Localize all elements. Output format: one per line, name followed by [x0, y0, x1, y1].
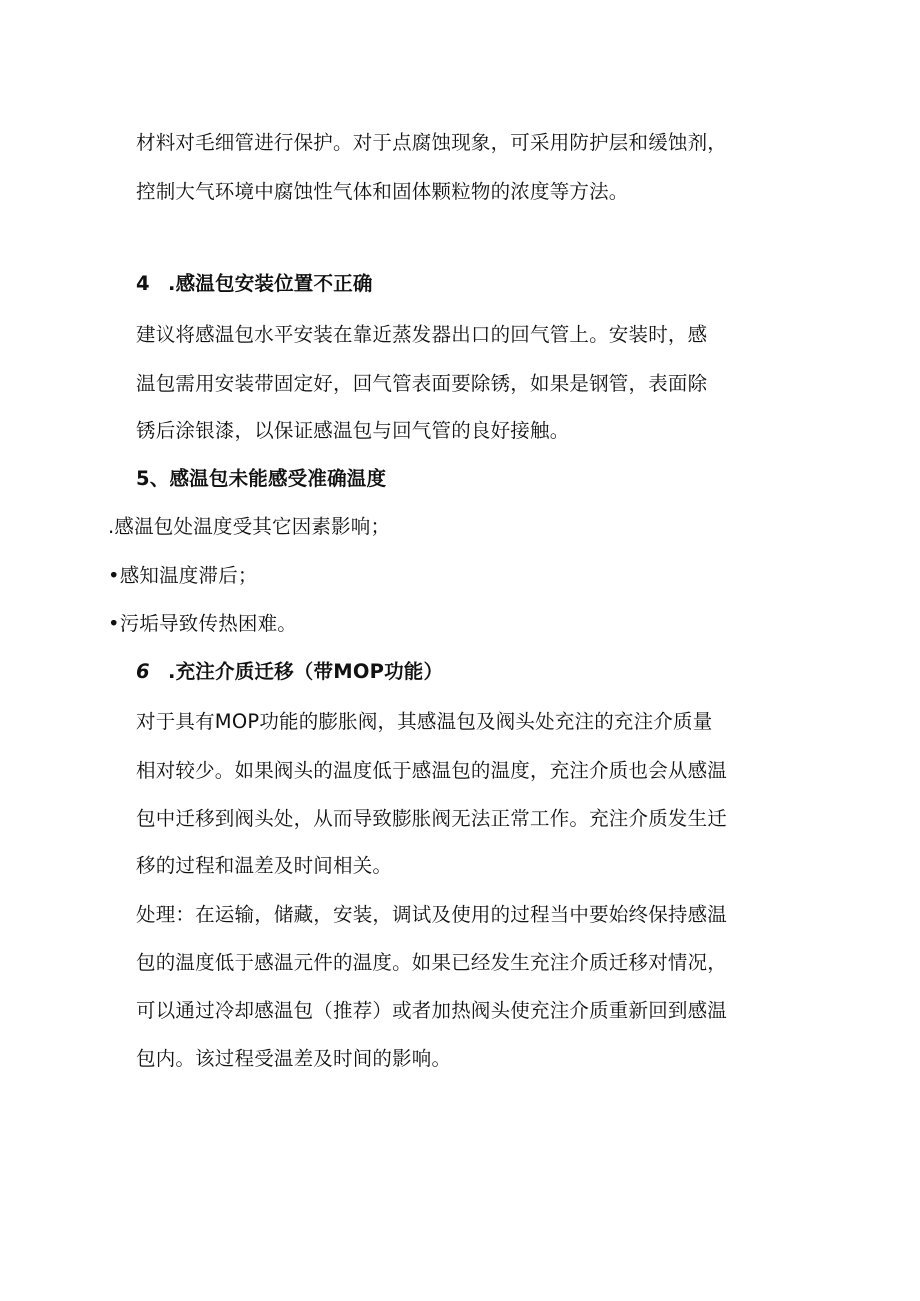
section-6-para2-line-1: 处理：在运输，储藏，安装，调试及使用的过程当中要始终保持感温	[136, 903, 728, 926]
section-6-para1-line-4: 移的过程和温差及时间相关。	[136, 854, 393, 877]
section-6-heading	[136, 659, 443, 685]
section-6-number: 6	[136, 660, 150, 683]
section-4-number: 4	[136, 272, 150, 295]
section-4-line-2: 温包需用安装带固定好，回气管表面要除锈，如果是钢管，表面除	[136, 372, 708, 395]
section-4-heading	[136, 271, 373, 297]
section-5-item-1: .感温包处温度受其它因素影响；	[108, 515, 391, 538]
section-6-para2-line-4: 包内。该过程受温差及时间的影响。	[136, 1047, 452, 1070]
section-6-para2-line-2: 包的温度低于感温元件的温度。如果已经发生充注介质迁移对情况，	[136, 951, 728, 974]
section-6-para1-line-3: 包中迁移到阀头处，从而导致膨胀阀无法正常工作。充注介质发生迁	[136, 807, 728, 830]
section-4-title: .感温包安装位置不正确	[168, 272, 373, 295]
section-5-item-2: •感知温度滞后；	[108, 564, 258, 587]
continuation-line-2: 控制大气环境中腐蚀性气体和固体颗粒物的浓度等方法。	[136, 180, 629, 203]
section-5-item-3: •污垢导致传热困难。	[108, 612, 298, 635]
section-6-para1-line-1: 对于具有MOP功能的膨胀阀，其感温包及阀头处充注的充注介质量	[136, 710, 713, 733]
section-6-title: .充注介质迁移（带MOP功能）	[168, 660, 444, 683]
section-5-heading: 5、感温包未能感受准确温度	[136, 467, 387, 490]
section-4-line-1: 建议将感温包水平安装在靠近蒸发器出口的回气管上。安装时，感	[136, 323, 708, 346]
continuation-line-1: 材料对毛细管进行保护。对于点腐蚀现象，可采用防护层和缓蚀剂，	[136, 131, 728, 154]
section-6-para2-line-3: 可以通过冷却感温包（推荐）或者加热阀头使充注介质重新回到感温	[136, 999, 728, 1022]
section-6-para1-line-2: 相对较少。如果阀头的温度低于感温包的温度，充注介质也会从感温	[136, 759, 728, 782]
section-4-line-3: 锈后涂银漆，以保证感温包与回气管的良好接触。	[136, 419, 570, 442]
